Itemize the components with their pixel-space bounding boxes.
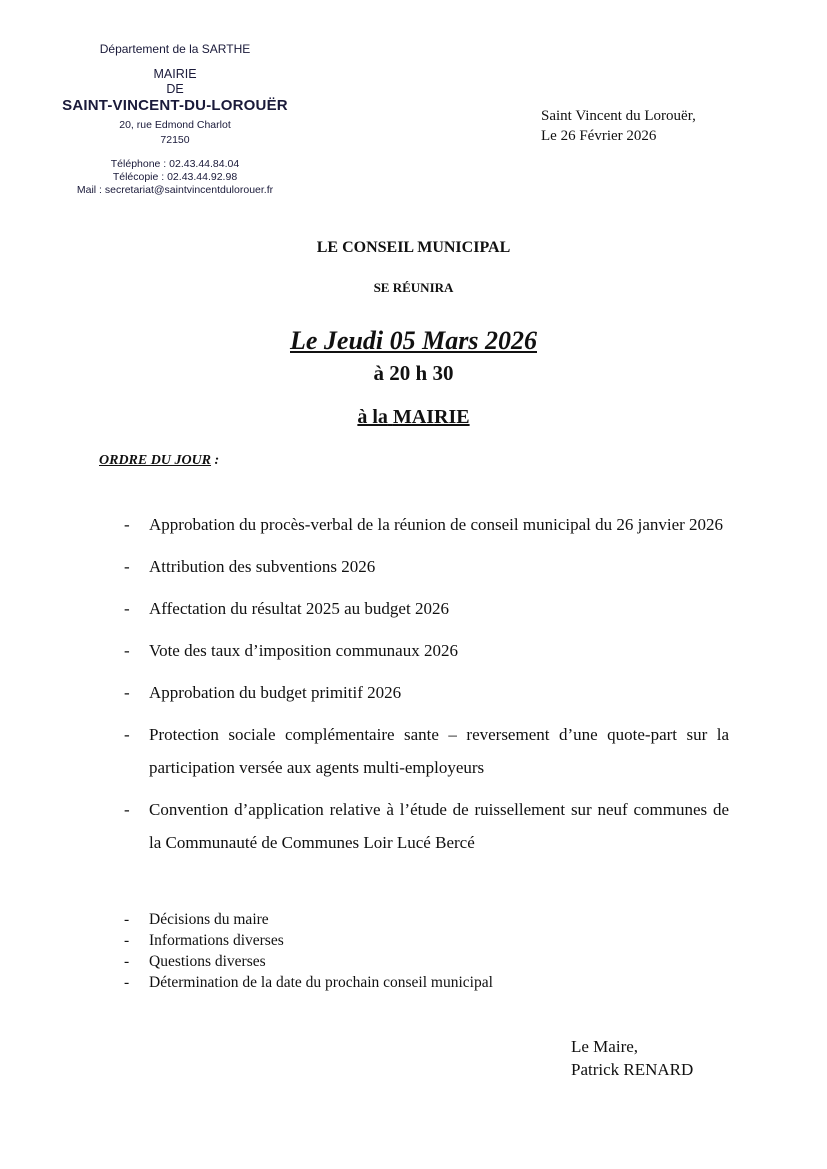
agenda-list [120, 508, 729, 868]
bullet-dash: - [124, 725, 130, 744]
signature-block [571, 1035, 693, 1081]
agenda-short-item [120, 930, 729, 951]
agenda-short-item-text: Questions diverses [149, 953, 266, 970]
location-prefix: à la [357, 406, 388, 428]
agenda-item-text: Vote des taux d’imposition communaux 2026 [149, 641, 458, 660]
agenda-item [120, 634, 729, 667]
agenda-item [120, 550, 729, 583]
page-title: LE CONSEIL MUNICIPAL [316, 239, 511, 256]
bullet-dash: - [124, 599, 130, 618]
bullet-dash: - [124, 932, 130, 949]
agenda-item [120, 508, 729, 541]
address-block [40, 118, 310, 148]
email-address: Mail : secretariat@saintvincentdulorouer.fr [76, 184, 274, 196]
agenda-short-item-text: Informations diverses [149, 932, 284, 949]
agenda-title-text: ORDRE DU JOUR [99, 453, 212, 468]
department-label: Département de la SARTHE [99, 42, 251, 56]
bullet-dash: - [124, 800, 130, 819]
phone-number: Téléphone : 02.43.44.84.04 [110, 158, 240, 170]
bullet-dash: - [124, 911, 130, 928]
bullet-dash: - [124, 641, 130, 660]
place-date [541, 106, 696, 146]
agenda-item-text: Attribution des subventions 2026 [149, 557, 376, 576]
agenda-short-item [120, 951, 729, 972]
agenda-item-text: Protection sociale complémentaire sante – reversement d’une quote-part sur la participation versée aux agents multi-employeurs [149, 725, 729, 777]
bullet-dash: - [124, 683, 130, 702]
meeting-date-text: Le Jeudi 05 Mars 2026 [290, 326, 537, 355]
de-line: DE [166, 82, 184, 96]
meeting-time: à 20 h 30 [373, 361, 454, 385]
postcode: 72150 [160, 134, 190, 146]
agenda-title-suffix: : [211, 453, 220, 468]
bullet-dash: - [124, 953, 130, 970]
mairie-label [40, 67, 310, 97]
street-address: 20, rue Edmond Charlot [119, 119, 231, 131]
meeting-location [0, 406, 827, 429]
agenda-item-text: Approbation du procès-verbal de la réunion de conseil municipal du 26 janvier 2026 [149, 515, 724, 534]
bullet-dash: - [124, 515, 130, 534]
contact-block [40, 158, 310, 197]
letterhead [40, 40, 310, 197]
agenda-item [120, 718, 729, 784]
agenda-short-item [120, 972, 729, 993]
date-line: Le 26 Février 2026 [541, 128, 657, 144]
agenda-item-text: Approbation du budget primitif 2026 [149, 683, 402, 702]
bullet-dash: - [124, 974, 130, 991]
agenda-item [120, 676, 729, 709]
agenda-short-item-text: Détermination de la date du prochain conseil municipal [149, 974, 493, 991]
agenda-item-text: Convention d’application relative à l’étude de ruissellement sur neuf communes de la Communauté de Communes Loir Lucé Bercé [149, 800, 729, 852]
meeting-date [0, 326, 827, 356]
mairie-line: MAIRIE [153, 67, 197, 81]
place-line: Saint Vincent du Lorouër, [541, 108, 696, 124]
town-name: SAINT-VINCENT-DU-LOROUËR [62, 97, 288, 114]
bullet-dash: - [124, 557, 130, 576]
location-name: MAIRIE [392, 406, 470, 428]
agenda-short-item [120, 909, 729, 930]
agenda-short-item-text: Décisions du maire [149, 911, 269, 928]
agenda-title [99, 453, 219, 469]
agenda-short-list [120, 909, 729, 993]
agenda-item [120, 592, 729, 625]
fax-number: Télécopie : 02.43.44.92.98 [112, 171, 238, 183]
signature-name: Patrick RENARD [571, 1060, 694, 1079]
agenda-item-text: Affectation du résultat 2025 au budget 2026 [149, 599, 449, 618]
agenda-item [120, 793, 729, 859]
signature-role: Le Maire, [571, 1037, 639, 1056]
page-subtitle: SE RÉUNIRA [373, 280, 454, 295]
